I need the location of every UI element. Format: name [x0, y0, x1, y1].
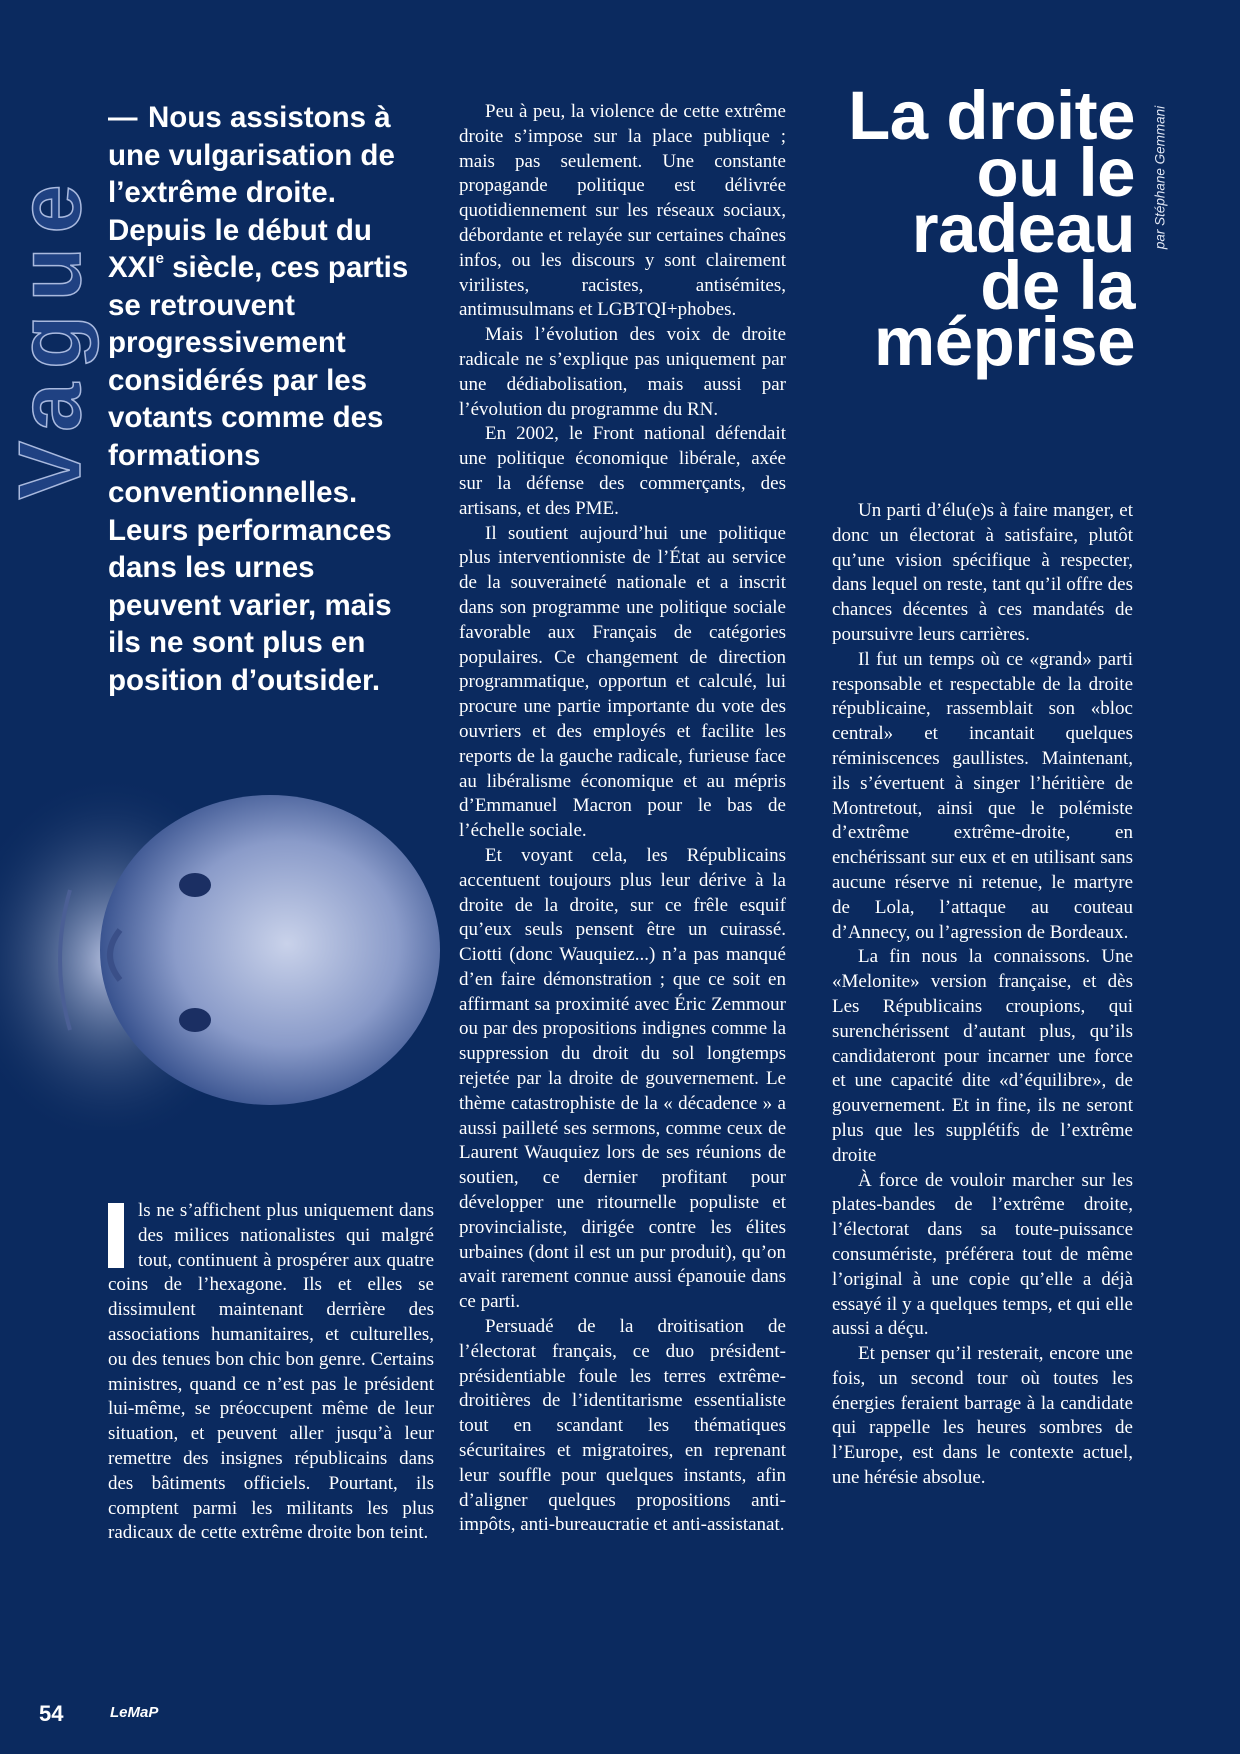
article-column-2 — [459, 100, 786, 1538]
paragraph: Et voyant cela, les Républicains accentuent toujours plus leur dérive à la droite de la droite, sur ce frêle esquif qu’eux seuls pensent être un cuirassé. Ciotti (donc Wauquiez...) n’a pas manqué d’en faire démonstration ; que ce soit en affirmant sa proximité avec Éric Zemmour ou par des propositions indignes comme la suppression du droit du sol longtemps rejetée par la droite de gouvernement. Le thème catastrophiste de la « décadence » a aussi pailleté ses sermons, comme ceux de Laurent Wauquiez lors de ses réunions de soutien, ce dernier profitant pour développer une ritournelle populiste et provincialiste, dirigée contre les élites urbaines (dont il est un pur produit), qu’on avait rarement connue aussi épanouie dans ce parti. — [459, 844, 786, 1313]
section-word-outline: Vague — [0, 170, 99, 500]
paragraph: Peu à peu, la violence de cette extrême droite s’impose sur la place publique ; mais pas seulement. Une constante propagande politique est délivrée quotidiennement sur les réseaux sociaux, débordante et relayée sur certaines chaînes infos, ou les discours y sont clairement virilistes, racistes, antisémites, antimusulmans et LGBTQI+phobes. — [459, 101, 786, 321]
drop-cap-i — [108, 1203, 124, 1268]
paragraph: La fin nous la connaissons. Une «Melonite» version française, et dès Les Républicains croupions, qui surenchérissent d’autant plus, qu’ils candidateront pour incarner une force et une capacité dite «d’équilibre», de gouvernement. Et in fine, ils ne seront plus que les supplétifs de l’extrême droite — [832, 946, 1133, 1166]
paragraph: Il fut un temps où ce «grand» parti responsable et respectable de la droite républicaine, rassemblait son «bloc central» et incantait quelques réminiscences gaullistes. Maintenant, ils s’évertuent à singer l’héritière de Montretout, ainsi que le polémiste d’extrême extrême-droite, en enchérissant sur eux et en utilisant sans aucune réserve ni retenue, le martyre de Lola, l’attaque au couteau d’Annecy, ou l’agression de Bordeaux. — [832, 648, 1133, 943]
paragraph: Persuadé de la droitisation de l’électorat français, ce duo président-présidentiable foule les terres extrême-droitières de l’identitarisme essentialiste tout en scandant les thématiques sécuritaires et migratoires, en reprenant leur souffle pour quelques instants, afin d’aligner quelques propositions anti-impôts, anti-bureaucratie et anti-assistanat. — [459, 1316, 786, 1536]
article-column-3 — [832, 499, 1133, 1491]
magazine-logo: LeMaP — [110, 1704, 159, 1721]
page-number: 54 — [39, 1701, 64, 1726]
article-title: La droite ou le radeau de la méprise — [848, 77, 1135, 380]
paragraph: ls ne s’affichent plus uniquement dans des milices nationalistes qui malgré tout, continuent à prospérer aux quatre coins de l’hexagone. Ils et elles se dissimulent maintenant derrière des associations humanitaires, et culturelles, ou des tenues bon chic bon genre. Certains ministres, quand ce n’est pas le président lui-même, se préoccupent même de leur situation, et peuvent aller jusqu’à leur remettre des insignes républicains dans des bâtiments officiels. Pourtant, ils comptent parmi les militants les plus radicaux de cette extrême droite bon teint. — [108, 1200, 434, 1544]
author-byline: par Stéphane Gemmani — [1152, 105, 1168, 250]
paragraph: Il soutient aujourd’hui une politique plus interventionniste de l’État au service de la souveraineté nationale et a inscrit dans son programme une politique sociale favorable aux Français de catégories populaires. Ce changement de direction programmatique, opportun et calculé, lui procure une partie importante du vote des ouvriers et des employés et facilite les reports de la gauche radicale, furieuse face au libéralisme économique et au mépris d’Emmanuel Macron pour le bas de l’échelle sociale. — [459, 522, 786, 842]
pull-quote: — Nous assistons à une vulgarisation de l’extrême droite. Depuis le début du XXIe siècle, ces partis se retrouvent progressivement considérés par les votants comme des formations conventionnelles. Leurs performances dans les urnes peuvent varier, mais ils ne sont plus en position d’outsider. — [108, 101, 409, 697]
paragraph: Mais l’évolution des voix de droite radicale ne s’explique pas uniquement par une dédiabolisation, mais aussi par l’évolution du programme du RN. — [459, 324, 786, 420]
article-column-1 — [108, 1199, 434, 1546]
portrait-photo — [0, 770, 440, 1130]
paragraph: Et penser qu’il resterait, encore une fois, un second tour où toutes les énergies feraient barrage à la candidate qui rappelle les heures sombres de l’Europe, est dans le contexte actuel, une hérésie absolue. — [832, 1343, 1133, 1489]
paragraph: À force de vouloir marcher sur les plates-bandes de l’extrême droite, l’électorat dans sa toute-puissance consumériste, préférera tout de même l’original à une copie qu’elle a déjà essayé il y a quelques temps, et qui elle aussi a déçu. — [832, 1169, 1133, 1340]
paragraph: En 2002, le Front national défendait une politique économique libérale, axée sur la défense des commerçants, des artisans, et des PME. — [459, 423, 786, 519]
paragraph: Un parti d’élu(e)s à faire manger, et donc un électorat à satisfaire, plutôt qu’une vision spécifique à respecter, dans lequel on reste, tant qu’il offre des chances décentes à ces mandatés de poursuivre leurs carrières. — [832, 500, 1133, 645]
